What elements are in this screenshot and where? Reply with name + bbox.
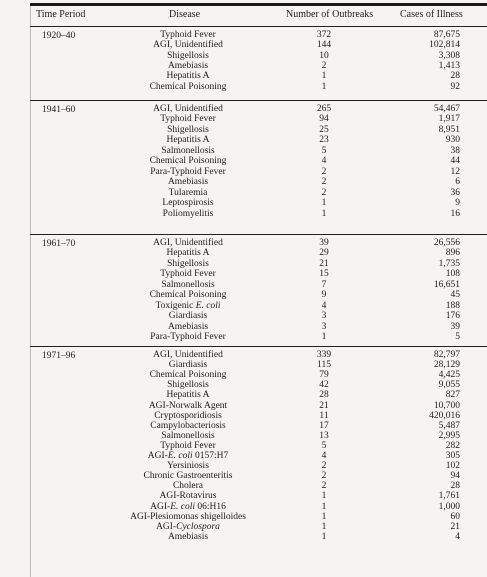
outbreaks-cell: 21 [319,258,329,269]
table-row [0,491,487,501]
outbreaks-cell: 1 [321,531,327,542]
outbreaks-cell: 3 [321,311,327,322]
cases-cell: 8,951 [438,124,460,135]
outbreaks-cell: 42 [319,380,329,391]
cases-cell: 28 [450,481,460,492]
cases-cell: 44 [450,156,460,167]
disease-cell: Salmonellosis [161,430,215,441]
cases-cell: 5 [455,332,460,343]
table-row [0,30,487,40]
cases-cell: 60 [450,511,460,522]
disease-cell: Typhoid Fever [160,30,216,40]
cases-cell: 36 [450,187,460,198]
outbreaks-cell: 79 [319,370,329,381]
disease-cell: Campylobacteriosis [150,420,226,431]
group-separator [30,100,487,101]
outbreaks-cell: 5 [321,145,327,156]
cases-cell: 188 [445,300,460,311]
cases-cell: 1,413 [438,61,460,72]
disease-cell: Shigellosis [167,124,209,135]
disease-cell: Chemical Poisoning [149,290,227,301]
disease-cell: Salmonellosis [161,279,215,290]
disease-cell: Chronic Gastroenteritis [143,471,233,482]
outbreaks-cell: 372 [316,30,332,40]
table-row [0,461,487,471]
disease-cell: AGI-Rotavirus [159,491,217,502]
outbreaks-cell: 1 [321,332,327,343]
disease-cell: Para-Typhoid Fever [150,166,226,177]
disease-cell: Yersiniosis [167,461,209,472]
outbreaks-cell: 5 [321,440,327,451]
table-top-rule [30,3,487,6]
table-row [0,104,487,114]
outbreaks-cell: 13 [319,430,329,441]
cases-cell: 5,487 [438,420,460,431]
outbreaks-cell: 28 [319,390,329,401]
disease-cell: AGI-E. coli 0157:H7 [147,451,229,461]
cases-cell: 94 [450,471,460,482]
disease-cell: Tularemia [168,187,208,198]
disease-cell: Shigellosis [167,258,209,269]
disease-cell: AGI-Plesiomonas shigelloides [130,511,246,522]
disease-cell: Cryptosporidiosis [154,410,222,421]
table-row [0,421,487,431]
table-row [0,269,487,279]
disease-cell: Giardiasis [168,360,208,371]
cases-cell: 102,814 [429,40,460,51]
cases-cell: 54,467 [433,104,460,114]
disease-cell: Typhoid Fever [160,440,216,451]
table-row [0,441,487,451]
table-row [0,167,487,177]
table-row [0,61,487,71]
disease-cell: AGI-E. coli 06:H16 [150,501,226,512]
table-row [0,51,487,61]
cases-cell: 1,735 [438,258,460,269]
table-row [0,177,487,187]
disease-cell: Hepatitis A [166,248,210,259]
table-row [0,350,487,360]
disease-cell: Hepatitis A [166,390,210,401]
outbreaks-cell: 94 [319,114,329,125]
disease-cell: Amebiasis [167,61,209,72]
outbreaks-cell: 144 [316,40,332,51]
disease-cell: Giardiasis [168,311,208,322]
table-row [0,311,487,321]
cases-cell: 827 [445,390,460,401]
outbreaks-cell: 1 [321,511,327,522]
header-disease: Disease [169,9,201,20]
cases-cell: 305 [445,451,460,461]
disease-cell: Chemical Poisoning [149,81,227,92]
table-row [0,390,487,400]
group-separator [30,346,487,347]
table-row [0,471,487,481]
cases-cell: 1,761 [438,491,460,502]
disease-cell: AGI-Norwalk Agent [148,400,228,411]
cases-cell: 9 [455,198,460,209]
table-row [0,259,487,269]
cases-cell: 282 [445,440,460,451]
table-row [0,290,487,300]
disease-cell: AGI, Unidentified [153,104,223,114]
cases-cell: 896 [445,248,460,259]
time-period-label: 1920–40 [42,31,76,41]
outbreaks-cell: 1 [321,521,327,532]
disease-cell: Leptospirosis [162,198,214,209]
table-row [0,280,487,290]
outbreaks-cell: 2 [321,481,327,492]
outbreaks-cell: 1 [321,71,327,82]
cases-cell: 45 [450,290,460,301]
outbreaks-cell: 1 [321,198,327,209]
outbreaks-cell: 2 [321,166,327,177]
cases-cell: 26,556 [433,238,460,248]
table-row [0,301,487,311]
outbreaks-cell: 7 [321,279,327,290]
disease-cell: AGI, Unidentified [153,350,223,360]
header-time-period: Time Period [36,9,86,20]
table-row [0,322,487,332]
table-row [0,40,487,50]
cases-cell: 16 [450,208,460,219]
table-row [0,451,487,461]
table-row [0,209,487,219]
table-row [0,502,487,512]
outbreaks-cell: 29 [319,248,329,259]
table-row [0,135,487,145]
cases-cell: 3,308 [438,50,460,61]
disease-cell: Para-Typhoid Fever [150,332,226,343]
cases-cell: 4,425 [438,370,460,381]
disease-cell: Typhoid Fever [160,269,216,280]
table-row [0,481,487,491]
table-row [0,431,487,441]
cases-cell: 2,995 [438,430,460,441]
outbreaks-cell: 21 [319,400,329,411]
outbreaks-cell: 2 [321,177,327,188]
outbreaks-cell: 1 [321,208,327,219]
cases-cell: 102 [445,461,460,472]
disease-cell: AGI-Cyclospora [156,521,220,532]
disease-cell: AGI, Unidentified [153,40,223,51]
disease-cell: AGI, Unidentified [153,238,223,248]
table-row [0,156,487,166]
disease-cell: Toxigenic E. coli [155,300,221,311]
table-row [0,411,487,421]
outbreaks-cell: 2 [321,187,327,198]
table-row [0,360,487,370]
outbreaks-cell: 3 [321,321,327,332]
table-row [0,125,487,135]
table-row [0,370,487,380]
disease-cell: Amebiasis [167,177,209,188]
table-header [30,9,487,25]
disease-cell: Shigellosis [167,50,209,61]
disease-cell: Chemical Poisoning [149,370,227,381]
cases-cell: 39 [450,321,460,332]
cases-cell: 176 [445,311,460,322]
disease-cell: Chemical Poisoning [149,156,227,167]
disease-cell: Poliomyelitis [162,208,214,219]
time-period-label: 1971–96 [42,351,76,361]
cases-cell: 6 [455,177,460,188]
table-row [0,198,487,208]
outbreaks-cell: 1 [321,81,327,92]
cases-cell: 28,129 [433,360,460,371]
cases-cell: 9,055 [438,380,460,391]
cases-cell: 92 [450,81,460,92]
outbreaks-cell: 23 [319,135,329,146]
table-row [0,532,487,542]
disease-cell: Hepatitis A [166,135,210,146]
outbreaks-cell: 4 [321,451,327,461]
outbreaks-cell: 2 [321,471,327,482]
outbreaks-cell: 39 [319,238,329,248]
table-row [0,401,487,411]
cases-cell: 930 [445,135,460,146]
cases-cell: 420,016 [429,410,460,421]
table-row [0,332,487,342]
table-row [0,146,487,156]
group-separator [30,234,487,235]
outbreaks-cell: 15 [319,269,329,280]
time-period-label: 1961–70 [42,239,76,249]
cases-cell: 4 [455,531,460,542]
cases-cell: 16,651 [433,279,460,290]
outbreaks-cell: 1 [321,491,327,502]
cases-cell: 1,917 [438,114,460,125]
cases-cell: 108 [445,269,460,280]
outbreaks-cell: 2 [321,461,327,472]
outbreaks-cell: 4 [321,300,327,311]
cases-cell: 1,000 [438,501,460,512]
outbreaks-cell: 11 [319,410,329,421]
table-row [0,522,487,532]
outbreaks-cell: 4 [321,156,327,167]
outbreaks-cell: 9 [321,290,327,301]
outbreaks-cell: 1 [321,501,327,512]
table-row [0,512,487,522]
time-period-label: 1941–60 [42,105,76,115]
cases-cell: 38 [450,145,460,156]
table-row [0,248,487,258]
cases-cell: 28 [450,71,460,82]
disease-cell: Typhoid Fever [160,114,216,125]
outbreaks-cell: 25 [319,124,329,135]
outbreaks-cell: 339 [316,350,332,360]
outbreaks-cell: 265 [316,104,332,114]
disease-cell: Hepatitis A [166,71,210,82]
table-row [0,114,487,124]
disease-cell: Shigellosis [167,380,209,391]
outbreaks-cell: 115 [317,360,331,371]
disease-cell: Amebiasis [167,531,209,542]
header-outbreaks: Number of Outbreaks [286,9,374,20]
table-row [0,82,487,92]
table-row [0,380,487,390]
cases-cell: 82,797 [433,350,460,360]
header-cases: Cases of Illness [400,9,463,20]
outbreaks-cell: 17 [319,420,329,431]
table-row [0,71,487,81]
cases-cell: 10,700 [433,400,460,411]
header-rule [30,26,487,27]
outbreaks-cell: 2 [321,61,327,72]
disease-cell: Amebiasis [167,321,209,332]
disease-cell: Salmonellosis [161,145,215,156]
cases-cell: 12 [450,166,460,177]
table-row [0,238,487,248]
outbreaks-cell: 10 [319,50,329,61]
cases-cell: 87,675 [433,30,460,40]
table-row [0,188,487,198]
cases-cell: 21 [450,521,460,532]
disease-cell: Cholera [172,481,204,492]
